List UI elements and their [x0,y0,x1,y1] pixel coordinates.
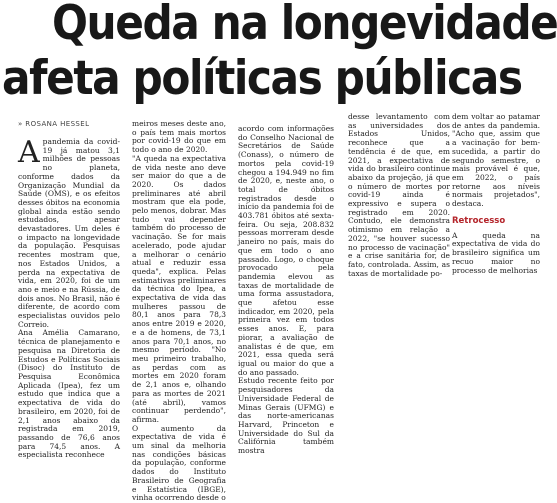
section-subheading: Retrocesso [452,215,506,226]
paragraph: meiros meses deste ano, o país tem mais mortos por covid-19 do que em todo o ano de 2020. [132,119,226,155]
paragraph: Ana Amélia Camarano, técnica de planejamento e pesquisa na Diretoria de Estudos e Políticas Sociais (Disoc) do Instituto de Pesquisa Econômica Aplicada (Ipea), fez um estudo que indica que a expectativa de vida do brasileiro, em 2020, foi de 2,1 anos abaixo da registrada em 2019, passando de 76,6 anos para 74,5 anos. A especialista reconhece [18,328,120,460]
paragraph: acordo com informações do Conselho Nacional de Secretários de Saúde (Conass), o número de mortos pela covid-19 chegou a 194.949 no fim de 2020, e, neste ano, o total de óbitos registrados desde o início da pandemia foi de 403.781 óbitos até sexta-feira. Ou seja, 208.832 pessoas morreram desde janeiro no país, mais do que em todo o ano passado. Logo, o choque provocado pela pandemia elevou as taxas de mortalidade de uma forma assustadora, que afetou esse indicador, em 2020, pela primeira vez em todos esses anos. E, para piorar, a avaliação de analistas é de que, em 2021, essa queda será igual ou maior do que a do ano passado. [238,124,334,377]
paragraph [18,135,120,329]
article-column-5 [452,113,540,400]
paragraph: O aumento da expectativa de vida é um sinal da melhoria nas condições básicas da população, conforme dados do Instituto Brasileiro de Geografia e Estatística (IBGE), vinha ocorrendo desde o [132,423,226,503]
article-column-1 [18,135,120,460]
paragraph: dem voltar ao patamar de antes da pandemia. "Acho que, assim que a vacinação for bem-sucedida, a partir do segundo semestre, o mais provável é que, em 2022, o país retorne aos níveis normais projetados", destaca. [452,112,540,209]
paragraph: Estudo recente feito por pesquisadores da Universidade Federal de Minas Gerais (UFMG) e das norte-americanas Harvard, Princeton e Universidade do Sul da Califórnia também mostra [238,376,334,456]
byline: » ROSANA HESSEL [18,120,90,128]
article-column-2 [132,119,226,503]
article-column-3 [238,124,334,456]
drop-cap: A [18,135,40,170]
article-column-4 [348,113,450,400]
paragraph: "A queda na expectativa de vida neste ano deve ser maior do que a de 2020. Os dados preliminares até abril mostram que ela pode, pelo menos, dobrar. Mas tudo vai depender também do processo de vacinação. Se for mais acelerado, pode ajudar a melhorar o cenário atual e reduzir essa queda", explica. Pelas estimativas preliminares da técnica do Ipea, a expectativa de vida das mulheres passou de 80,1 anos para 78,3 anos entre 2019 e 2020, e a de homens, de 73,1 anos para 70,1 anos, no mesmo período. "No meu primeiro trabalho, as perdas com as mortes em 2020 foram de 2,1 anos e, olhando para as mortes de 2021 (até abril), vamos continuar perdendo", afirma. [132,153,226,424]
paragraph-text: pandemia da covid-19 já matou 3,1 milhões de pessoas no planeta, conforme dados da Organização Mundial da Saúde (OMS), e os efeitos desses óbitos na economia global ainda estão sendo estudados, apesar devastadores. Um deles é o impacto na longevidade da população. Pesquisas recentes mostram que, nos Estados Unidos, a perda na expectativa de vida, em 2020, foi de um ano e meio e na Rússia, de dois anos. No Brasil, não é diferente, de acordo com especialistas ouvidos pelo Correio. [18,137,120,329]
headline-line-2: afeta políticas públicas [2,51,522,106]
headline-line-1: Queda na longevidade [52,0,557,51]
paragraph: A queda na expectativa de vida do brasileiro significa um recuo maior no processo de melhorias [452,230,540,275]
paragraph: desse levantamento com as universidades dos Estados Unidos, reconhece que a tendência é de que, em 2021, a expectativa de vida do brasileiro continue abaixo da projeção, já que o número de mortes por covid-19 ainda é expressivo e supera o registrado em 2020. Contudo, ele demonstra otimismo em relação a 2022, "se houver sucesso no processo de vacinação" e a crise sanitária for, de fato, controlada. Assim, as taxas de mortalidade po- [348,112,450,278]
